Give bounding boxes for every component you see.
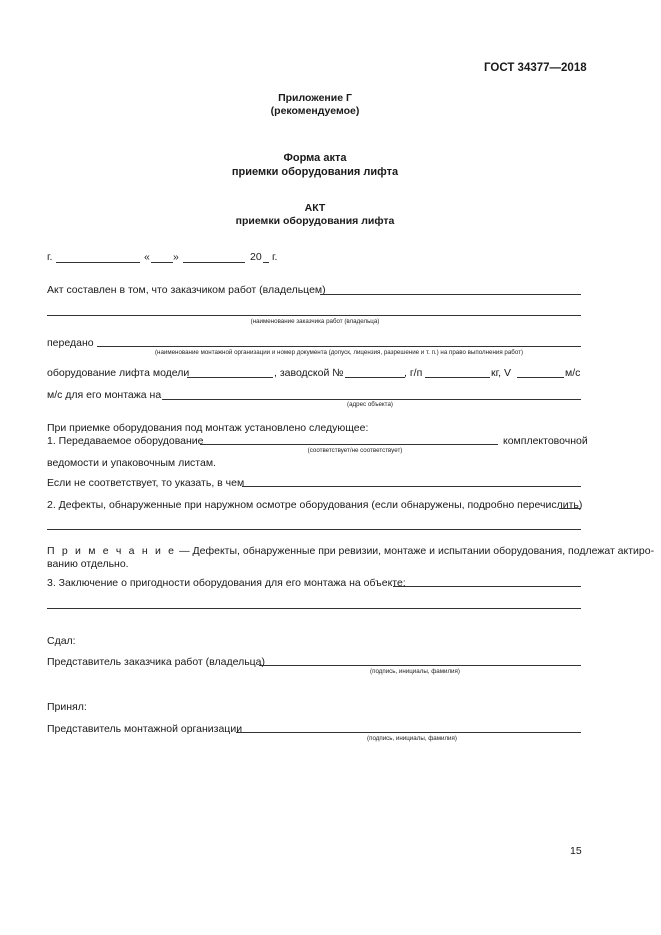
customer-blank-1[interactable]	[320, 294, 581, 295]
capacity-label: , г/п	[404, 367, 423, 379]
conclusion-blank-2[interactable]	[47, 608, 581, 609]
standard-number: ГОСТ 34377—2018	[484, 62, 587, 74]
quote-open: «	[144, 251, 150, 263]
act-heading-line2: приемки оборудования лифта	[235, 215, 395, 227]
capacity-blank[interactable]	[425, 377, 490, 378]
note-body: — Дефекты, обнаруженные при ревизии, монтаже и испытании оборудования, подлежат актиро-	[176, 545, 655, 557]
form-heading-line2: приемки оборудования лифта	[231, 166, 399, 178]
accepted-label: Принял:	[47, 701, 87, 713]
act-heading-line1: АКТ	[304, 202, 326, 214]
transferred-label: передано	[47, 337, 94, 349]
page-number: 15	[570, 845, 582, 857]
model-label: оборудование лифта модели	[47, 367, 190, 379]
compiled-label: Акт составлен в том, что заказчиком работ (владельцем)	[47, 284, 326, 296]
item1-tail: комплектовочной	[503, 435, 588, 447]
findings-intro: При приемке оборудования под монтаж установлено следующее:	[47, 422, 369, 434]
customer-signature-caption: (подпись, инициалы, фамилия)	[370, 668, 460, 675]
installer-signature-blank[interactable]	[236, 732, 581, 733]
defects-blank-1[interactable]	[559, 508, 581, 509]
customer-blank-2[interactable]	[47, 315, 581, 316]
discrepancy-blank[interactable]	[242, 486, 581, 487]
year-blank[interactable]	[263, 262, 269, 263]
quote-close: »	[173, 251, 179, 263]
defects-blank-2[interactable]	[47, 529, 581, 530]
address-blank[interactable]	[162, 399, 581, 400]
model-blank[interactable]	[187, 377, 273, 378]
organization-blank[interactable]	[97, 346, 581, 347]
year-suffix: г.	[272, 251, 278, 263]
installer-signature-caption: (подпись, инициалы, фамилия)	[367, 735, 457, 742]
item3-label: 3. Заключение о пригодности оборудования для его монтажа на объекте:	[47, 577, 406, 589]
kg-v-label: кг, V	[491, 367, 511, 379]
item1-label: 1. Передаваемое оборудование	[47, 435, 204, 447]
if-not-label: Если не соответствует, то указать, в чем	[47, 477, 245, 489]
day-blank[interactable]	[151, 262, 173, 263]
city-blank[interactable]	[56, 262, 140, 263]
speed-blank[interactable]	[517, 377, 564, 378]
note-continuation: ванию отдельно.	[47, 558, 129, 570]
handed-over-label: Сдал:	[47, 635, 76, 647]
customer-signature-blank[interactable]	[259, 665, 581, 666]
city-prefix: г.	[47, 251, 53, 263]
conformity-blank[interactable]	[200, 444, 498, 445]
appendix-title: Приложение Г	[278, 92, 352, 104]
note-text	[47, 545, 654, 557]
installer-rep-label: Представитель монтажной организации	[47, 723, 243, 735]
customer-caption: (наименование заказчика работ (владельца)	[250, 318, 380, 325]
serial-label: , заводской №	[274, 367, 344, 379]
ms-label: м/с	[565, 367, 581, 379]
organization-caption: (наименование монтажной организации и номер документа (допуск, лицензия, разрешение и т. п.) на право выполнения работ)	[154, 349, 524, 356]
month-blank[interactable]	[183, 262, 245, 263]
appendix-subtitle: (рекомендуемое)	[270, 105, 360, 117]
note-label: П р и м е ч а н и е	[47, 545, 177, 557]
conformity-caption: (соответствует/не соответствует)	[307, 447, 403, 454]
year-prefix: 20	[250, 251, 262, 263]
conclusion-blank-1[interactable]	[393, 586, 581, 587]
customer-rep-label: Представитель заказчика работ (владельца)	[47, 656, 266, 668]
item2-label: 2. Дефекты, обнаруженные при наружном осмотре оборудования (если обнаружены, подробно перечислить)	[47, 499, 583, 511]
site-label: м/с для его монтажа на	[47, 389, 162, 401]
serial-blank[interactable]	[345, 377, 405, 378]
address-caption: (адрес объекта)	[347, 401, 393, 408]
form-heading-line1: Форма акта	[283, 152, 347, 164]
item1-continuation: ведомости и упаковочным листам.	[47, 457, 216, 469]
